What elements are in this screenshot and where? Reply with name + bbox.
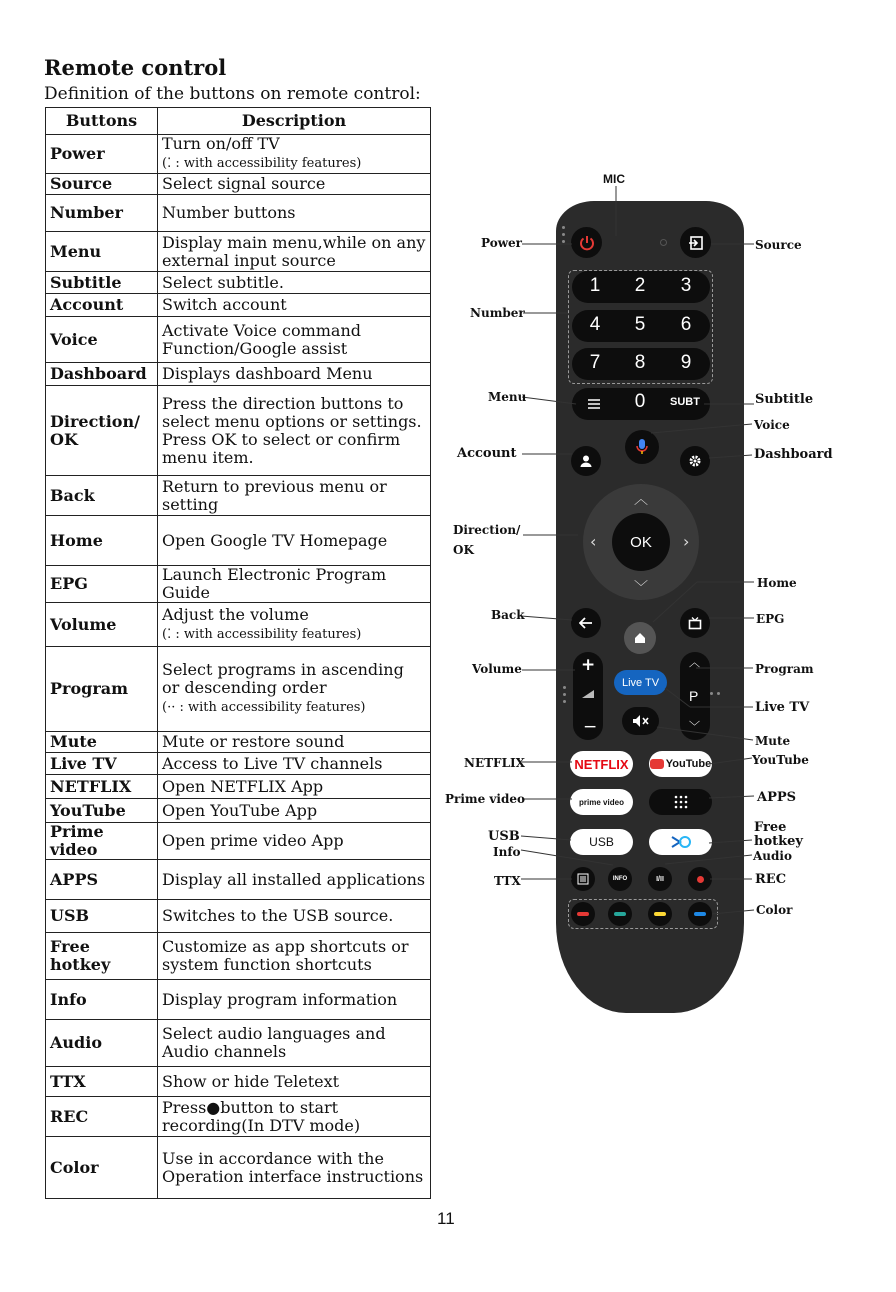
button-name-cell: Color [46,1137,158,1199]
description-text: Display program information [162,989,398,1009]
digit-0-button[interactable]: 0 [634,391,646,412]
accessibility-note: (⁚ : with accessibility features) [162,156,362,171]
button-name-cell: Source [46,174,158,195]
program-up-icon: ︿ [689,656,700,669]
callout-direction: Direction/ [453,523,521,537]
button-name-cell: Info [46,980,158,1020]
callout-power: Power [481,236,522,250]
callout-apps: APPS [757,790,797,805]
callout-color: Color [756,903,793,917]
accessibility-note: (·· : with accessibility features) [162,700,366,715]
description-text: Switches to the USB source. [162,906,394,925]
volume-down-icon: − [583,717,598,737]
page-title: Remote control [44,55,227,80]
digit-2-button[interactable]: 2 [634,275,646,296]
button-name-cell: USB [46,900,158,933]
button-name-cell: Account [46,294,158,317]
description-text: Mute or restore sound [162,732,345,751]
button-name-cell: Voice [46,317,158,363]
live-tv-button[interactable]: Live TV [614,670,667,695]
digit-1-button[interactable]: 1 [589,275,601,296]
description-text: Number buttons [162,203,296,222]
description-text: Select subtitle. [162,272,284,292]
callout-dashboard: Dashboard [754,447,833,462]
callout-epg: EPG [756,612,785,626]
volume-up-icon: + [581,655,596,675]
callout-audio: Audio [753,849,792,863]
callout-mute: Mute [755,734,791,748]
digit-8-button[interactable]: 8 [634,352,646,373]
description-text: Open NETFLIX App [162,776,324,796]
callout-home: Home [757,576,797,590]
callout-live-tv: Live TV [755,700,810,715]
callout-account: Account [457,446,517,461]
button-name-cell: Prime video [46,823,158,860]
callout-volume: Volume [472,662,522,676]
callout-number: Number [470,306,525,320]
digit-5-button[interactable]: 5 [634,314,646,335]
callout-subtitle: Subtitle [755,392,814,407]
description-text: Adjust the volume [162,604,309,624]
callout-usb: USB [488,829,520,844]
ok-button[interactable]: OK [612,513,670,571]
description-text: Switch account [162,295,287,314]
description-text: Select audio languages and Audio channels [162,1024,386,1061]
description-text: Displays dashboard Menu [162,364,373,383]
description-text: Select signal source [162,174,326,193]
button-name-cell: Home [46,516,158,566]
header-description: Description [158,108,431,135]
callout-free: Free [754,820,787,835]
callout-mic: MIC [603,172,625,186]
description-text: Turn on/off TV [162,134,280,153]
button-name-cell: Mute [46,732,158,753]
button-name-cell: Menu [46,232,158,272]
description-text: Open Google TV Homepage [162,530,388,550]
description-text: Press●button to start recording(In DTV mode) [162,1097,361,1135]
button-name-cell: APPS [46,860,158,900]
button-name-cell: Free hotkey [46,933,158,980]
youtube-label: YouTube [665,758,712,770]
callout-rec: REC [755,872,787,887]
description-text: Display all installed applications [162,869,426,889]
button-name-cell: Audio [46,1020,158,1067]
description-text: Customize as app shortcuts or system function shortcuts [162,937,409,974]
button-name-cell: Power [46,135,158,174]
audio-button[interactable]: I/II [648,867,672,891]
description-text: Display main menu,while on any external input source [162,232,426,270]
netflix-button[interactable]: NETFLIX [570,751,633,777]
callout-voice: Voice [754,418,790,432]
accessibility-note: (⁚ : with accessibility features) [162,626,362,642]
program-label: P [689,688,699,704]
button-name-cell: Number [46,195,158,232]
description-text: Launch Electronic Program Guide [162,565,387,602]
callout-prime-video: Prime video [445,792,525,806]
chevron-up-icon[interactable]: ︿ [634,492,648,508]
description-text: Return to previous menu or setting [162,476,387,514]
program-down-icon: ﹀ [689,720,700,733]
intro-text: Definition of the buttons on remote control: [44,84,421,104]
button-name-cell: Live TV [46,753,158,775]
callout-info: Info [493,845,521,859]
prime-video-button[interactable]: prime video [570,789,633,815]
button-name-cell: Program [46,647,158,732]
button-name-cell: Dashboard [46,363,158,386]
digit-6-button[interactable]: 6 [680,314,692,335]
button-name-cell: YouTube [46,799,158,823]
digit-7-button[interactable]: 7 [589,352,601,373]
description-text: Open YouTube App [162,800,318,820]
description-text: Press the direction buttons to select menu options or settings. Press OK to select or confirm menu item. [162,393,422,467]
chevron-left-icon[interactable]: ‹ [590,532,597,551]
callout-program: Program [755,662,814,676]
button-name-cell: TTX [46,1067,158,1097]
info-button[interactable]: INFO [608,867,632,891]
description-text: Select programs in ascending or descending order [162,660,404,697]
callout-back: Back [491,608,525,622]
callout-netflix: NETFLIX [464,756,525,770]
digit-3-button[interactable]: 3 [680,275,692,296]
description-text: Activate Voice command Function/Google assist [162,320,361,358]
subt-button[interactable]: SUBT [670,396,700,408]
chevron-right-icon[interactable]: › [683,532,690,551]
button-name-cell: REC [46,1097,158,1137]
callout-source: Source [755,238,802,252]
header-buttons: Buttons [46,108,158,135]
callout-hotkey: hotkey [754,834,803,849]
digit-4-button[interactable]: 4 [589,314,601,335]
button-name-cell: EPG [46,566,158,603]
description-text: Show or hide Teletext [162,1071,340,1091]
button-name-cell: NETFLIX [46,775,158,799]
button-name-cell: Direction/ OK [46,386,158,476]
callout-ok: OK [453,543,474,557]
usb-button[interactable]: USB [570,829,633,855]
chevron-down-icon[interactable]: ﹀ [634,580,648,596]
callout-ttx: TTX [494,874,521,888]
button-name-cell: Subtitle [46,272,158,294]
button-name-cell: Back [46,476,158,516]
button-name-cell: Volume [46,603,158,647]
page-number: 11 [437,1209,455,1228]
description-text: Use in accordance with the Operation interface instructions [162,1148,424,1186]
callout-youtube: YouTube [752,753,809,767]
callout-menu: Menu [488,390,527,404]
description-text: Open prime video App [162,831,344,850]
description-text: Access to Live TV channels [162,753,383,773]
digit-9-button[interactable]: 9 [680,352,692,373]
